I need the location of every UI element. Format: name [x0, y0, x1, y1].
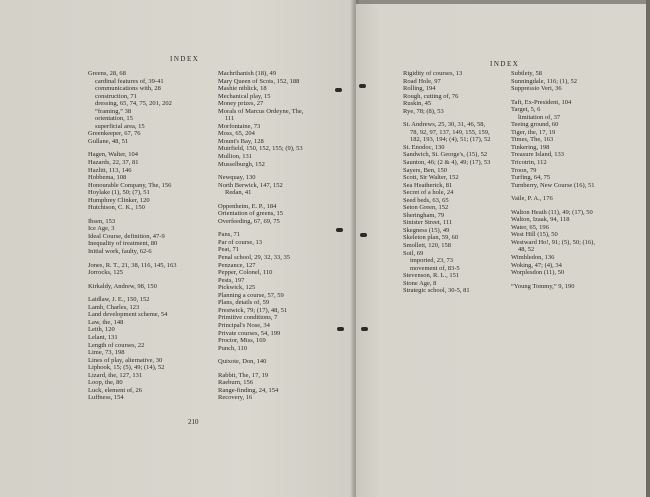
index-entry: Redan, 41: [225, 189, 252, 197]
right-page-heading: INDEX: [490, 60, 520, 68]
index-entry: Target, 5, 6: [511, 106, 541, 114]
index-entry: Pepper, Colonel, 110: [218, 269, 273, 277]
binding-hole-bottom-right: [361, 327, 368, 331]
index-entry: Overfeeding, 67, 69, 75: [218, 217, 280, 225]
index-entry: Skegness (15), 49: [403, 226, 450, 234]
index-entry: Hagen, Walter, 104: [88, 151, 138, 159]
index-entry: Westward Ho!, 91; (5), 50; (16),: [511, 238, 595, 246]
index-entry: Loop, the, 80: [88, 379, 123, 387]
index-entry: Sandwich, St. George's, (15), 52: [403, 151, 488, 159]
index-entry: “Young Tommy,” 9, 190: [511, 282, 575, 290]
index-entry: Peat, 71: [218, 246, 239, 254]
index-entry: Proctor, Miss, 169: [218, 337, 266, 345]
index-entry: Stone Age, 8: [403, 279, 437, 287]
right-page: [356, 4, 646, 497]
index-entry: Lizard, the, 127, 131: [88, 371, 143, 379]
left-page-number: 210: [188, 418, 199, 426]
index-entry: Worplesdon (11), 50: [511, 269, 565, 277]
index-entry: Plans, details of, 59: [218, 299, 270, 307]
index-entry: Rye, 78; (8), 53: [403, 107, 444, 115]
index-entry: Penzance, 127: [218, 261, 256, 269]
index-entry: Raeburn, 156: [218, 379, 254, 387]
right-index-column-1: [403, 70, 521, 295]
index-entry: Luffness, 154: [88, 394, 124, 402]
index-entry: Tiger, the, 17, 19: [511, 128, 556, 136]
index-entry: Pans, 71: [218, 231, 241, 239]
index-entry: Ruskin, 45: [403, 100, 432, 108]
index-entry: Mount's Bay, 128: [218, 137, 264, 145]
index-entry: Penal school, 29, 32, 33, 35: [218, 254, 291, 262]
index-entry: “framing,” 38: [95, 107, 132, 115]
index-entry: superficial area, 15: [95, 122, 145, 130]
binding-hole-bottom-left: [337, 327, 344, 331]
index-entry: Ibsen, 153: [88, 217, 116, 225]
index-entry: Luck, element of, 26: [88, 386, 142, 394]
index-entry: limitation of, 37: [518, 113, 561, 121]
index-entry: Mechanical play, 15: [218, 92, 271, 100]
index-entry: Mullion, 131: [218, 153, 252, 161]
index-entry: Rough, cutting of, 76: [403, 92, 459, 100]
index-entry: Times, The, 163: [511, 136, 554, 144]
index-entry: Morals of Marcus Ordeyne, The,: [218, 107, 304, 115]
index-entry: communications with, 28: [95, 85, 161, 93]
index-entry: orientation, 15: [95, 115, 133, 123]
right-index-column-2: [511, 70, 643, 290]
index-entry: Scott, Sir Walter, 152: [403, 174, 459, 182]
index-entry: Newquay, 130: [218, 174, 256, 182]
index-entry: 78, 92, 97, 137, 149, 155, 159,: [410, 128, 490, 136]
index-entry: Wimbledon, 136: [511, 254, 555, 262]
index-entry: dressing, 65, 74, 75, 201, 202: [95, 100, 172, 108]
index-entry: movement of, 83-5: [410, 264, 460, 272]
index-entry: Initial work, faulty, 62-6: [88, 248, 152, 256]
index-entry: Greenkeeper, 67, 76: [88, 130, 141, 138]
page-edge: [646, 0, 650, 497]
index-entry: Humphrey Clinker, 120: [88, 196, 150, 204]
index-entry: Seed beds, 63, 65: [403, 196, 449, 204]
index-entry: Hazards, 22, 37, 81: [88, 159, 139, 167]
index-entry: Soil, 69: [403, 249, 424, 257]
index-entry: Tinkering, 198: [511, 143, 550, 151]
index-entry: Stevenson, R. L., 151: [403, 272, 460, 280]
index-entry: Turnberry, New Course (16), 51: [511, 181, 595, 189]
index-entry: Skeleton plan, 59, 60: [403, 234, 459, 242]
binding-hole-top-right: [359, 84, 366, 88]
index-entry: Morfontaine, 73: [218, 122, 261, 130]
index-entry: Ideal Course, definition, 47-9: [88, 232, 165, 240]
index-entry: Par of course, 13: [218, 238, 263, 246]
index-entry: Saunton, 46; (2 & 4), 49; (17), 53: [403, 159, 491, 167]
index-entry: West Hill (15), 50: [511, 231, 558, 239]
index-entry: Prestwick, 79; (17), 48, 51: [218, 306, 288, 314]
index-entry: Walton, Izaak, 94, 118: [511, 216, 570, 224]
index-entry: Money prizes, 27: [218, 100, 264, 108]
index-entry: Primitive conditions, 7: [218, 314, 278, 322]
index-entry: Law, the, 148: [88, 318, 124, 326]
index-entry: Quixote, Don, 140: [218, 358, 267, 366]
index-entry: Musselburgh, 152: [218, 160, 265, 168]
index-entry: Turfing, 64, 75: [511, 174, 551, 182]
index-entry: St. Andrews, 25, 30, 31, 46, 58,: [403, 121, 486, 129]
index-entry: Subtlety, 58: [511, 70, 542, 77]
index-entry: North Berwick, 147, 152: [218, 181, 283, 189]
index-entry: Sinister Street, 111: [403, 219, 453, 227]
index-entry: Lelant, 131: [88, 333, 118, 341]
index-entry: Lines of play, alternative, 30: [88, 356, 163, 364]
index-entry: imported, 23, 73: [410, 257, 453, 265]
index-entry: Machrihanish (18), 49: [218, 70, 276, 77]
index-entry: Teeing ground, 60: [511, 121, 559, 129]
index-entry: Hazlitt, 113, 146: [88, 166, 132, 174]
index-entry: Length of courses, 22: [88, 341, 145, 349]
index-entry: Secret of a hole, 24: [403, 189, 454, 197]
index-entry: Mary Queen of Scots, 152, 188: [218, 77, 300, 85]
index-entry: Pests, 197: [218, 276, 245, 284]
index-entry: Water, 65, 196: [511, 223, 549, 231]
index-entry: Lamb, Charles, 123: [88, 303, 140, 311]
index-entry: Sea Heatherick, 81: [403, 181, 453, 189]
index-entry: Liphook, 15; (5), 49; (14), 52: [88, 364, 165, 372]
index-entry: Muirfield, 150, 152, 155; (9), 53: [218, 145, 303, 153]
index-entry: Jones, R. T., 21, 38, 116, 145, 163: [88, 261, 177, 269]
index-entry: Moss, 65, 204: [218, 130, 255, 138]
index-entry: Seton Green, 152: [403, 204, 449, 212]
binding-hole-top-left: [335, 88, 342, 92]
index-entry: Sayers, Ben, 150: [403, 166, 448, 174]
left-index-column-1: [88, 70, 218, 402]
index-entry: Sheringham, 79: [403, 211, 445, 219]
index-entry: Treasure Island, 133: [511, 151, 565, 159]
index-entry: Road Hole, 97: [403, 77, 441, 85]
index-entry: Strategic school, 30-5, 81: [403, 287, 470, 295]
index-entry: Smollett, 120, 158: [403, 242, 452, 250]
index-entry: Hobbema, 108: [88, 174, 127, 182]
index-entry: Orientation of greens, 15: [218, 210, 283, 218]
index-entry: 48, 52: [518, 246, 535, 254]
index-entry: Rolling, 194: [403, 85, 436, 93]
index-entry: Ice Age, 3: [88, 225, 115, 233]
index-entry: Recovery, 16: [218, 394, 253, 402]
index-entry: Land development scheme, 54: [88, 311, 168, 319]
index-entry: St. Enodoc, 130: [403, 143, 445, 151]
index-entry: Rabbit, The, 17, 19: [218, 371, 269, 379]
index-entry: cardinal features of, 39-41: [95, 77, 164, 85]
index-entry: Vaile, P. A., 176: [511, 195, 553, 203]
index-entry: 111: [225, 115, 235, 123]
binding-hole-middle-right: [360, 233, 367, 237]
index-entry: Sunningdale, 116; (1), 52: [511, 77, 578, 85]
index-entry: Mashie niblick, 18: [218, 85, 267, 93]
index-entry: Greens, 28, 68: [88, 70, 126, 77]
index-entry: Gullane, 48, 51: [88, 137, 129, 145]
index-entry: Jorrocks, 125: [88, 269, 124, 277]
index-entry: Troon, 79: [511, 166, 537, 174]
index-entry: Range-finding, 24, 154: [218, 386, 279, 394]
index-entry: Laidlaw, J. E., 150, 152: [88, 296, 150, 304]
index-entry: Principal's Nose, 34: [218, 321, 270, 329]
index-entry: Lime, 73, 198: [88, 349, 125, 357]
index-entry: Hoylake (1), 50; (7), 51: [88, 189, 150, 197]
index-entry: Woking, 47; (4), 34: [511, 261, 562, 269]
index-entry: Walton Heath (11), 49; (17), 50: [511, 208, 593, 216]
index-entry: Kirkaldy, Andrew, 98, 150: [88, 282, 157, 290]
index-entry: Tricotrin, 112: [511, 159, 547, 167]
index-entry: Private courses, 54, 199: [218, 329, 281, 337]
index-entry: Inequality of treatment, 80: [88, 240, 158, 248]
left-page-heading: INDEX: [170, 55, 200, 63]
binding-hole-middle-left: [336, 228, 343, 232]
index-entry: Rigidity of courses, 13: [403, 70, 463, 77]
index-entry: Suppressio Veri, 36: [511, 85, 562, 93]
index-entry: Hutchison, C. K., 150: [88, 204, 145, 212]
index-entry: Taft, Ex-President, 104: [511, 98, 572, 106]
left-index-column-2: [218, 70, 350, 402]
index-entry: Planning a course, 57, 59: [218, 291, 284, 299]
index-entry: Punch, 110: [218, 344, 248, 352]
index-entry: 182, 193, 194; (4), 51; (17), 52: [410, 136, 491, 144]
index-entry: Oppenheim, E. P., 184: [218, 202, 277, 210]
index-entry: Leith, 120: [88, 326, 115, 334]
index-entry: Pickwick, 125: [218, 284, 256, 292]
index-entry: Honourable Company, The, 156: [88, 181, 172, 189]
index-entry: construction, 71: [95, 92, 137, 100]
